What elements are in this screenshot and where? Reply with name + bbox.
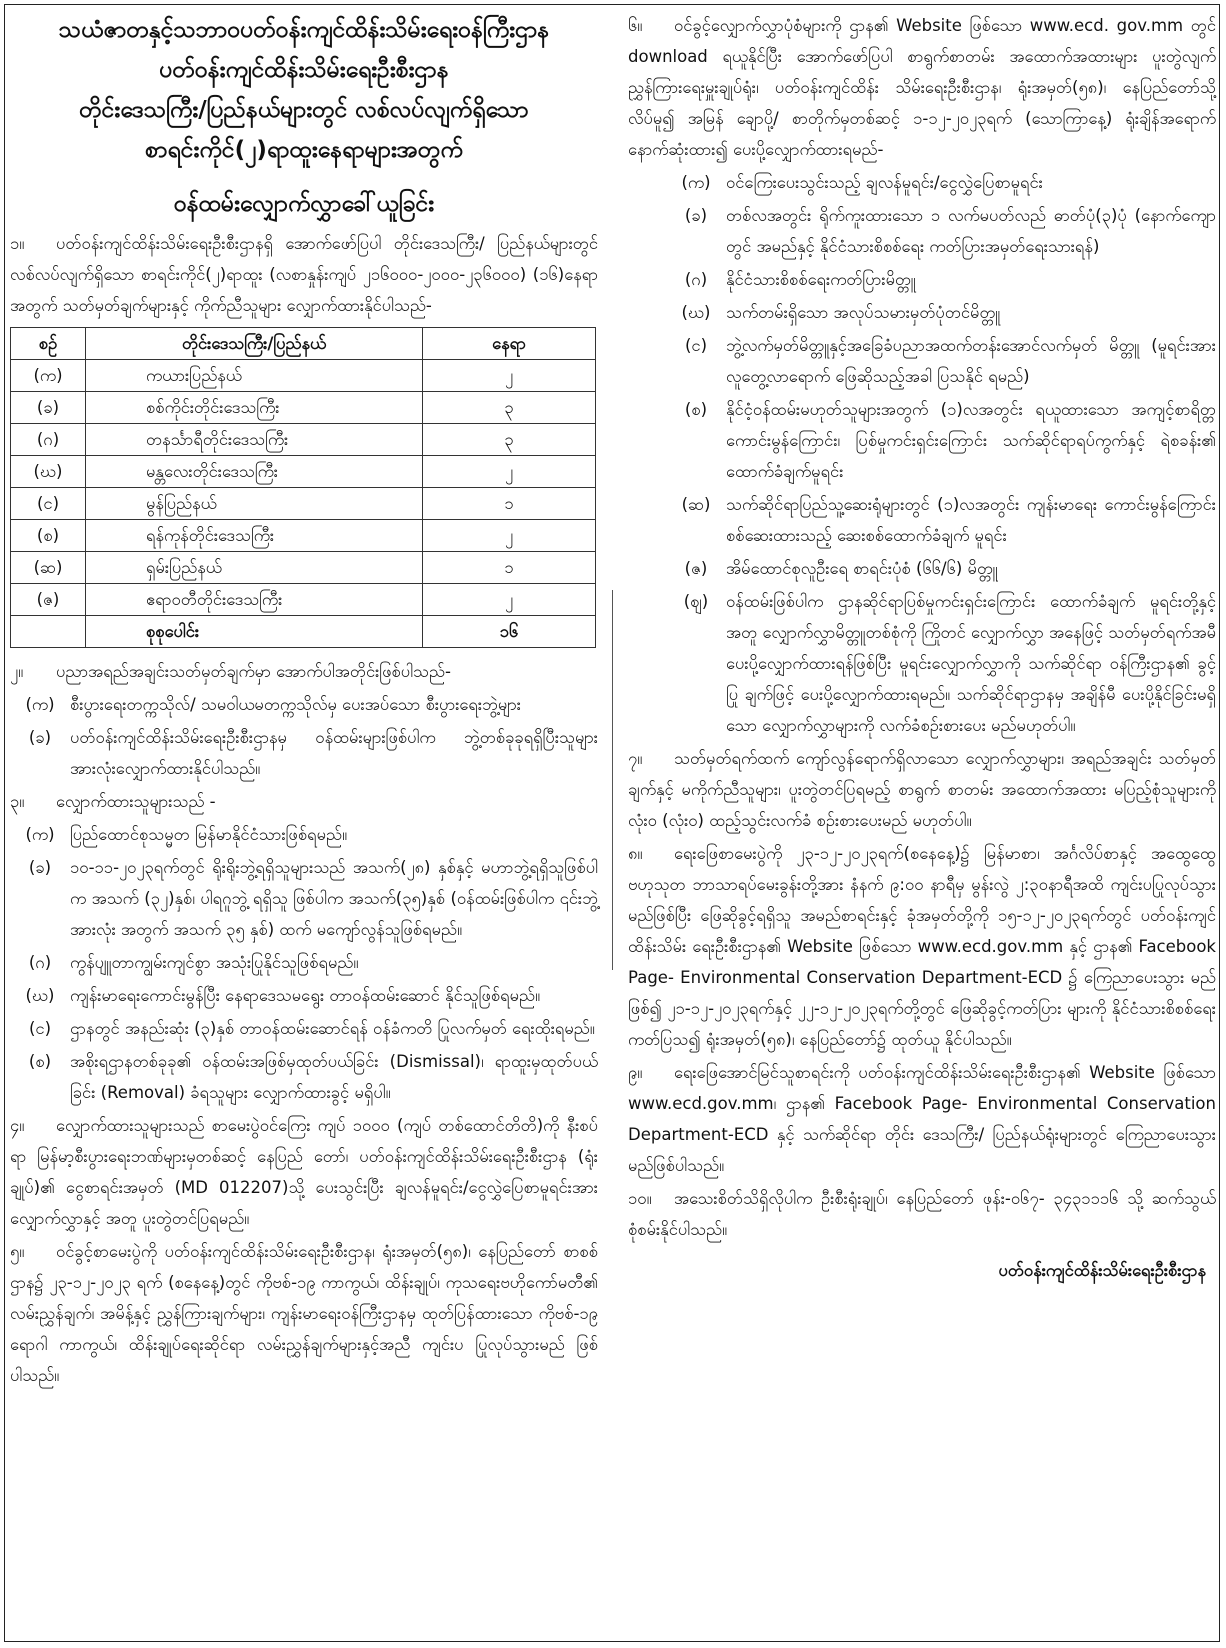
region-name: စစ်ကိုင်းတိုင်းဒေသကြီး: [86, 392, 423, 424]
list-item: [10, 722, 598, 784]
right-column: [628, 10, 1216, 1303]
paragraph-text: သတ်မှတ်ရက်ထက် ကျော်လွန်ရောက်ရှိလာသော လျှောက်လွှာများ၊ အရည်အချင်း သတ်မှတ်ချက်နှင့် မကိုက်ညီသူများ၊ ပူးတွဲတင်ပြရမည့် စာရွက် စာတမ်း အထောက်အထား မပြည့်စုံသူများကိုလုံးဝ (လုံးဝ) ထည့်သွင်းလက်ခံ စဉ်းစားပေးမည် မဟုတ်ပါ။: [628, 749, 1216, 830]
paragraph-7: [628, 743, 1216, 836]
list-item: [628, 200, 1216, 262]
item-text: ဝန်ထမ်းဖြစ်ပါက ဌာနဆိုင်ရာပြစ်မှုကင်းရှင်းကြောင်း ထောက်ခံချက် မူရင်းတို့နှင့်အတူ လျှောက်လွှာမိတ္တူတစ်စုံကို ကြိုတင် လျှောက်လွှာ အနေဖြင့် သတ်မှတ်ရက်အမီ ပေးပို့လျှောက်ထားရန်ဖြစ်ပြီး မူရင်းလျှောက်လွှာကို သက်ဆိုင်ရာ ဝန်ကြီးဌာန၏ ခွင့်ပြု ချက်ဖြင့် ပေးပို့လျှောက်ထားရမည်။ သက်ဆိုင်ရာဌာနမှ အချိန်မီ ပေးပို့နိုင်ခြင်းမရှိသော လျှောက်လွှာများကို လက်ခံစဉ်းစားပေး မည်မဟုတ်ပါ။: [726, 592, 1217, 735]
item-marker: (ခ): [28, 728, 52, 747]
item-text: ပြည်ထောင်စုသမ္မတ မြန်မာနိုင်ငံသားဖြစ်ရမည်။: [70, 825, 347, 844]
post-count: ၂: [423, 584, 596, 616]
row-marker: (င): [11, 488, 86, 520]
row-marker: (ဇ): [11, 584, 86, 616]
row-marker: (ဃ): [11, 456, 86, 488]
notice-title: ဝန်ထမ်းလျှောက်လွှာခေါ်ယူခြင်း: [173, 191, 435, 217]
list-item: [10, 689, 598, 720]
item-text: သက်ဆိုင်ရာပြည်သူ့ဆေးရုံများတွင် (၁)လအတွင်း ကျန်းမာရေး ကောင်းမွန်ကြောင်း စစ်ဆေးထားသည့် ဆေးစစ်ထောက်ခံချက် မူရင်း: [726, 495, 1216, 545]
paragraph-9: [628, 1057, 1216, 1181]
list-item: [10, 1013, 598, 1044]
department-title: ပတ်ဝန်းကျင်ထိန်းသိမ်းရေးဦးစီးဌာန: [159, 57, 449, 83]
table-row: [11, 360, 596, 392]
paragraph-text: ဝင်ခွင့်လျှောက်လွှာပုံစံများကို ဌာန၏ Website ဖြစ်သော www.ecd. gov.mm တွင် download ရယူနိုင်ပြီး အောက်ဖော်ပြပါ စာရွက်စာတမ်း အထောက်အထားများ ပူးတွဲလျက် ညွှန်ကြားရေးမှူးချုပ်ရုံး၊ ပတ်ဝန်းကျင်ထိန်း သိမ်းရေးဦးစီးဌာန၊ ရုံးအမှတ်(၅၈)၊ နေပြည်တော်သို့လိပ်မူ၍ အမြန် ချောပို့/ စာတိုက်မှတစ်ဆင့် ၁-၁၂-၂၀၂၃ရက် (သောကြာနေ့) ရုံးချိန်အရောက် နောက်ဆုံးထား၍ ပေးပို့လျှောက်ထားရမည်-: [628, 16, 1216, 159]
region-name: ဧရာဝတီတိုင်းဒေသကြီး: [86, 584, 423, 616]
item-text: ကျန်းမာရေးကောင်းမွန်ပြီး နေရာဒေသမရွေး တာဝန်ထမ်းဆောင် နိုင်သူဖြစ်ရမည်။: [70, 986, 541, 1005]
post-count: ၂: [423, 360, 596, 392]
paragraph-text: လျှောက်ထားသူများသည် စာမေးပွဲဝင်ကြေး ကျပ် ၁၀၀ဝ (ကျပ် တစ်ထောင်တိတိ)ကို နီးစပ်ရာ မြန်မာ့စီးပွားရေးဘဏ်များမှတစ်ဆင့် နေပြည် တော်၊ ပတ်ဝန်းကျင်ထိန်းသိမ်းရေးဦးစီးဌာန (ရုံးချုပ်)၏ ငွေစာရင်းအမှတ် (MD 012207)သို့ ပေးသွင်းပြီး ချလန်မူရင်း/ငွေလွှဲပြေစာမူရင်းအား လျှောက်လွှာနှင့် အတူ ပူးတွဲတင်ပြရမည်။: [10, 1116, 598, 1228]
paragraph-text: ပတ်ဝန်းကျင်ထိန်းသိမ်းရေးဦးစီးဌာနရှိ အောက်ဖော်ပြပါ တိုင်းဒေသကြီး/ ပြည်နယ်များတွင် လစ်လပ်လျက်ရှိသော စာရင်းကိုင်(၂)ရာထူး (လစာနှုန်းကျပ် ၂၁၆၀၀၀-၂၀၀၀-၂၃၆၀၀၀) (၁၆)နေရာ အတွက် သတ်မှတ်ချက်များနှင့် ကိုက်ညီသူများ လျှောက်ထားနိုင်ပါသည်-: [10, 234, 598, 315]
row-marker: (က): [11, 360, 86, 392]
list-item: [628, 167, 1216, 198]
list-item: [628, 330, 1216, 392]
item-text: အိမ်ထောင်စုလူဦးရေ စာရင်းပုံစံ (၆၆/၆) မိတ္တူ: [726, 559, 998, 578]
item-marker: (ဇ): [684, 559, 708, 578]
list-item: [628, 553, 1216, 584]
paragraph-1: [10, 228, 598, 321]
ministry-title: သယံဇာတနှင့်သဘာဝပတ်ဝန်းကျင်ထိန်းသိမ်းရေးဝန်ကြီးဌာန: [58, 17, 550, 43]
item-marker: (ဃ): [681, 303, 711, 322]
column-header: တိုင်းဒေသကြီး/ပြည်နယ်: [86, 328, 423, 360]
paragraph-text: ပညာအရည်အချင်းသတ်မှတ်ချက်မှာ အောက်ပါအတိုင်းဖြစ်ပါသည်-: [56, 662, 451, 681]
item-marker: (ဈ): [683, 592, 709, 611]
total-label: စုစုပေါင်း: [86, 616, 423, 648]
vacancy-table: [10, 327, 596, 648]
paragraph-10: [628, 1183, 1216, 1245]
post-count: ၃: [423, 392, 596, 424]
title-line3: တိုင်းဒေသကြီး/ပြည်နယ်များတွင် လစ်လပ်လျက်ရှိသော: [79, 97, 529, 123]
list-item: [10, 980, 598, 1011]
item-marker: (က): [25, 825, 55, 844]
region-name: မွန်ပြည်နယ်: [86, 488, 423, 520]
paragraph-8: [628, 838, 1216, 1055]
paragraph-text: လျှောက်ထားသူများသည် -: [56, 792, 216, 811]
list-item: [628, 489, 1216, 551]
item-marker: (က): [681, 173, 711, 192]
item-text: တစ်လအတွင်း ရိုက်ကူးထားသော ၁ လက်မပတ်လည် ဓာတ်ပုံ(၃)ပုံ (နောက်ကျောတွင် အမည်နှင့် နိုင်ငံသားစိစစ်ရေး ကတ်ပြားအမှတ်ရေးသားရန်): [726, 206, 1216, 256]
paragraph-number: ၇။: [628, 749, 643, 768]
signature: ပတ်ဝန်းကျင်ထိန်းသိမ်းရေးဦးစီးဌာန: [998, 1261, 1206, 1280]
list-item: [10, 1046, 598, 1108]
item-marker: (ဂ): [28, 953, 52, 972]
paragraph-number: ၁၀။: [628, 1189, 652, 1208]
post-count: ၂: [423, 456, 596, 488]
post-count: ၁: [423, 488, 596, 520]
row-marker: (ဆ): [11, 552, 86, 584]
paragraph-number: ၆။: [628, 16, 643, 35]
paragraph-4: [10, 1110, 598, 1234]
paragraph-2: [10, 656, 598, 687]
paragraph-number: ၈။: [628, 844, 643, 863]
item-text: အစိုးရဌာနတစ်ခုခု၏ ဝန်ထမ်းအဖြစ်မှထုတ်ပယ်ခြင်း (Dismissal)၊ ရာထူးမှထုတ်ပယ်ခြင်း (Removal) ခံရသူများ လျှောက်ထားခွင့် မရှိပါ။: [70, 1052, 598, 1102]
table-row: [11, 424, 596, 456]
list-item: [628, 586, 1216, 741]
item-marker: (စ): [684, 400, 708, 419]
paragraph-text: ဝင်ခွင့်စာမေးပွဲကို ပတ်ဝန်းကျင်ထိန်းသိမ်းရေးဦးစီးဌာန၊ ရုံးအမှတ်(၅၈)၊ နေပြည်တော် စာစစ်ဌာန၌ ၂၃-၁၂-၂၀၂၃ ရက် (စနေနေ့)တွင် ကိုဗစ်-၁၉ ကာကွယ်၊ ထိန်းချုပ်၊ ကုသရေးဗဟိုကော်မတီ၏ လမ်းညွှန်ချက်၊ အမိန့်နှင့် ညွှန်ကြားချက်များ၊ ကျန်းမာရေးဝန်ကြီးဌာနမှ ထုတ်ပြန်ထားသော ကိုဗစ်-၁၉ ရောဂါ ကာကွယ်၊ ထိန်းချုပ်ရေးဆိုင်ရာ လမ်းညွှန်ချက်များနှင့်အညီ ကျင်းပ ပြုလုပ်သွားမည် ဖြစ်ပါသည်။: [10, 1242, 598, 1385]
table-row: [11, 392, 596, 424]
item-text: ဘွဲ့လက်မှတ်မိတ္တူနှင့်အခြေခံပညာအထက်တန်းအောင်လက်မှတ် မိတ္တူ (မူရင်းအား လူတွေ့လာရောက် ဖြေဆိုသည့်အခါ ပြသနိုင် ရမည်): [726, 336, 1216, 386]
item-marker: (ဃ): [25, 986, 55, 1005]
region-name: ကယားပြည်နယ်: [86, 360, 423, 392]
item-text: ၁၀-၁၁-၂၀၂၃ရက်တွင် ရိုးရိုးဘွဲ့ရရှိသူများသည် အသက်(၂၈) နှစ်နှင့် မဟာဘွဲ့ရရှိသူဖြစ်ပါက အသက် (၃၂)နှစ်၊ ပါရဂူဘွဲ့ ရရှိသူ ဖြစ်ပါက အသက်(၃၅)နှစ် (ဝန်ထမ်းဖြစ်ပါက ၎င်းဘွဲ့အားလုံး အတွက် အသက် ၃၅ နှစ်) ထက် မကျော်လွန်သူဖြစ်ရမည်။: [70, 858, 598, 939]
table-row: [11, 584, 596, 616]
row-marker: (ဂ): [11, 424, 86, 456]
list-item: [10, 947, 598, 978]
post-count: ၁: [423, 552, 596, 584]
table-total-row: [11, 616, 596, 648]
paragraph-6: [628, 10, 1216, 165]
left-column: [10, 10, 598, 1393]
region-name: မန္တလေးတိုင်းဒေသကြီး: [86, 456, 423, 488]
item-text: သက်တမ်းရှိသော အလုပ်သမားမှတ်ပုံတင်မိတ္တူ: [726, 303, 1001, 322]
region-name: ရန်ကုန်တိုင်းဒေသကြီး: [86, 520, 423, 552]
item-text: စီးပွားရေးတက္ကသိုလ်/ သမဝါယမတက္ကသိုလ်မှ ပေးအပ်သော စီးပွားရေးဘွဲ့များ: [70, 695, 521, 714]
post-count: ၂: [423, 520, 596, 552]
table-row: [11, 488, 596, 520]
paragraph-5: [10, 1236, 598, 1391]
column-header: စဉ်: [11, 328, 86, 360]
list-item: [628, 394, 1216, 487]
item-marker: (က): [25, 695, 55, 714]
list-item: [628, 264, 1216, 295]
item-marker: (င): [684, 336, 708, 355]
region-name: ရှမ်းပြည်နယ်: [86, 552, 423, 584]
item-text: ဌာနတွင် အနည်းဆုံး (၃)နှစ် တာဝန်ထမ်းဆောင်ရန် ဝန်ခံကတိ ပြုလက်မှတ် ရေးထိုးရမည်။: [70, 1019, 595, 1038]
list-item: [628, 297, 1216, 328]
item-text: ပတ်ဝန်းကျင်ထိန်းသိမ်းရေးဦးစီးဌာနမှ ဝန်ထမ်းများဖြစ်ပါက ဘွဲ့တစ်ခုခုရရှိပြီးသူများ အားလုံးလျှောက်ထားနိုင်ပါသည်။: [70, 728, 598, 778]
item-marker: (င): [28, 1019, 52, 1038]
column-header: နေရာ: [423, 328, 596, 360]
paragraph-number: ၃။: [10, 792, 25, 811]
title-line4: စာရင်းကိုင်(၂)ရာထူးနေရာများအတွက်: [145, 137, 463, 163]
post-count: ၃: [423, 424, 596, 456]
item-marker: (စ): [28, 1052, 52, 1071]
paragraph-number: ၉။: [628, 1063, 643, 1082]
paragraph-text: ရေးဖြေစာမေးပွဲကို ၂၃-၁၂-၂၀၂၃ရက်(စနေနေ့)၌ မြန်မာစာ၊ အင်္ဂလိပ်စာနှင့် အထွေထွေ ဗဟုသုတ ဘာသာရပ်မေးခွန်းတို့အား နံနက် ၉:၀၀ နာရီမှ မွန်းလွဲ ၂:၃၀နာရီအထိ ကျင်းပပြုလုပ်သွားမည်ဖြစ်ပြီး ဖြေဆိုခွင့်ရရှိသူ အမည်စာရင်းနှင့် ခုံအမှတ်တို့ကို ၁၅-၁၂-၂၀၂၃ရက်တွင် ပတ်ဝန်းကျင်ထိန်းသိမ်း ရေးဦးစီးဌာန၏ Website ဖြစ်သော www.ecd.gov.mm နှင့် ဌာန၏ Facebook Page- Environmental Conservation Department-ECD ၌ ကြေညာပေးသွား မည်ဖြစ်၍ ၂၁-၁၂-၂၀၂၃ရက်နှင့် ၂၂-၁၂-၂၀၂၃ရက်တို့တွင် ဖြေဆိုခွင့်ကတ်ပြား များကို နိုင်ငံသားစိစစ်ရေးကတ်ပြသ၍ ရုံးအမှတ်(၅၈)၊ နေပြည်တော်၌ ထုတ်ယူ နိုင်ပါသည်။: [628, 844, 1216, 1049]
item-text: ဝင်ကြေးပေးသွင်းသည့် ချလန်မူရင်း/ငွေလွှဲပြေစာမူရင်း: [726, 173, 1043, 192]
table-row: [11, 520, 596, 552]
region-name: တနင်္သာရီတိုင်းဒေသကြီး: [86, 424, 423, 456]
total-value: ၁၆: [423, 616, 596, 648]
paragraph-text: အသေးစိတ်သိရှိလိုပါက ဦးစီးရုံးချုပ်၊ နေပြည်တော် ဖုန်း-၀၆၇- ၃၄၃၁၁၁၆ သို့ ဆက်သွယ်စုံစမ်းနိုင်ပါသည်။: [628, 1189, 1216, 1239]
paragraph-number: ၄။: [10, 1116, 25, 1135]
item-text: နိုင်ငံသားစိစစ်ရေးကတ်ပြားမိတ္တူ: [726, 270, 916, 289]
row-marker: (စ): [11, 520, 86, 552]
paragraph-number: ၁။: [10, 234, 25, 253]
paragraph-text: ရေးဖြေအောင်မြင်သူစာရင်းကို ပတ်ဝန်းကျင်ထိန်းသိမ်းရေးဦးစီးဌာန၏ Website ဖြစ်သော www.ecd.gov.mm၊ ဌာန၏ Facebook Page- Environmental Conservation Department-ECD နှင့် သက်ဆိုင်ရာ တိုင်း ဒေသကြီး/ ပြည်နယ်ရုံးများတွင် ကြေညာပေးသွားမည်ဖြစ်ပါသည်။: [628, 1063, 1216, 1175]
row-marker: (ခ): [11, 392, 86, 424]
item-text: ကွန်ပျူတာကျွမ်းကျင်စွာ အသုံးပြုနိုင်သူဖြစ်ရမည်။: [70, 953, 359, 972]
item-marker: (ခ): [28, 858, 52, 877]
paragraph-3: [10, 786, 598, 817]
table-row: [11, 456, 596, 488]
list-item: [10, 819, 598, 850]
column-divider: [612, 590, 613, 970]
paragraph-number: ၅။: [10, 1242, 25, 1261]
table-header-row: [11, 328, 596, 360]
item-marker: (ဆ): [681, 495, 711, 514]
item-marker: (ဂ): [684, 270, 708, 289]
paragraph-number: ၂။: [10, 662, 24, 681]
item-text: နိုင်ငံ့ဝန်ထမ်းမဟုတ်သူများအတွက် (၁)လအတွင်း ရယူထားသော အကျင့်စာရိတ္တကောင်းမွန်ကြောင်း၊ ပြစ်မှုကင်းရှင်းကြောင်း သက်ဆိုင်ရာရပ်ကွက်နှင့် ရဲစခန်း၏ ထောက်ခံချက်မူရင်း: [726, 400, 1216, 481]
table-row: [11, 552, 596, 584]
list-item: [10, 852, 598, 945]
item-marker: (ခ): [684, 206, 708, 225]
